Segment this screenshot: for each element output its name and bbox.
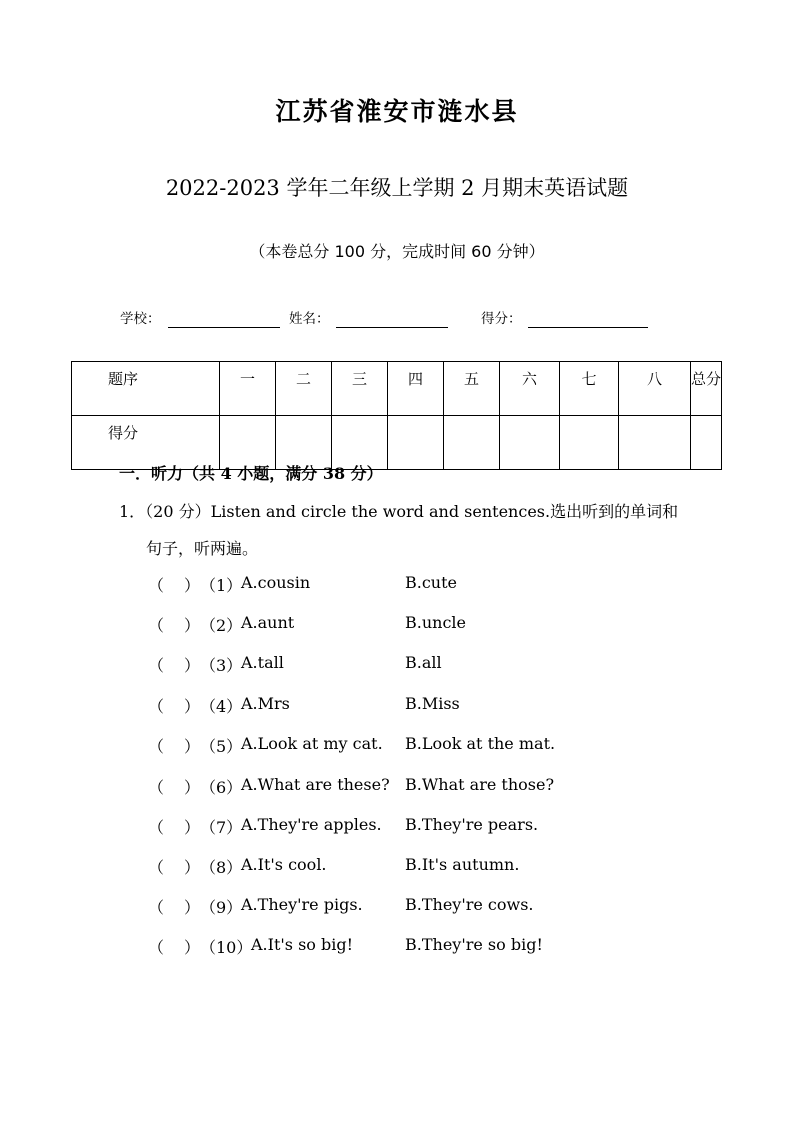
answer-paren-open[interactable]: （ — [148, 656, 165, 675]
answer-paren-open[interactable]: （ — [148, 818, 165, 837]
score-table-header-row — [72, 362, 722, 416]
score-table-header: 总分 — [691, 362, 722, 416]
item-number: （10） — [200, 938, 253, 957]
answer-paren-open[interactable]: （ — [148, 616, 165, 635]
score-label: 得分： — [481, 311, 522, 327]
score-cell[interactable] — [388, 416, 444, 470]
score-blank[interactable] — [528, 327, 648, 328]
score-table-header: 七 — [560, 362, 619, 416]
question-prompt-continued: 句子，听两遍。 — [146, 539, 259, 558]
item-number: （9） — [200, 898, 243, 917]
question-item — [0, 734, 794, 764]
score-cell[interactable] — [444, 416, 500, 470]
answer-paren-open[interactable]: （ — [148, 576, 165, 595]
score-table — [71, 361, 722, 470]
answer-paren-open[interactable]: （ — [148, 898, 165, 917]
item-number: （8） — [200, 858, 243, 877]
option-b: B.What are those? — [405, 775, 555, 794]
option-b: B.cute — [405, 573, 458, 592]
item-number: （3） — [200, 656, 243, 675]
option-a: A.aunt — [241, 613, 295, 632]
question-item — [0, 613, 794, 643]
score-table-header: 五 — [444, 362, 500, 416]
school-label: 学校： — [120, 311, 161, 327]
score-cell[interactable] — [619, 416, 691, 470]
answer-paren-open[interactable]: （ — [148, 938, 165, 957]
answer-paren-close: ） — [184, 898, 201, 917]
score-table-header: 二 — [276, 362, 332, 416]
answer-paren-close: ） — [184, 697, 201, 716]
answer-paren-close: ） — [184, 656, 201, 675]
answer-paren-open[interactable]: （ — [148, 858, 165, 877]
answer-paren-close: ） — [184, 858, 201, 877]
option-a: A.They're apples. — [241, 815, 382, 834]
answer-paren-close: ） — [184, 737, 201, 756]
item-number: （2） — [200, 616, 243, 635]
page-title: 江苏省淮安市涟水县 — [275, 97, 519, 126]
question-item — [0, 694, 794, 724]
item-number: （1） — [200, 576, 243, 595]
answer-paren-open[interactable]: （ — [148, 778, 165, 797]
option-b: B.It's autumn. — [405, 855, 520, 874]
item-number: （6） — [200, 778, 243, 797]
school-blank[interactable] — [168, 327, 280, 328]
question-items — [0, 573, 794, 973]
score-row-label: 得分 — [72, 416, 220, 470]
score-table-header: 一 — [220, 362, 276, 416]
question-prompt: 1．（20 分）Listen and circle the word and sentences.选出听到的单词和 — [119, 502, 679, 521]
option-a: A.Look at my cat. — [241, 734, 383, 753]
option-b: B.They're pears. — [405, 815, 539, 834]
section-title: 一．听力（共 4 小题，满分 38 分） — [119, 464, 383, 483]
answer-paren-open[interactable]: （ — [148, 697, 165, 716]
question-item — [0, 855, 794, 885]
question-item — [0, 815, 794, 845]
score-cell[interactable] — [560, 416, 619, 470]
score-table-header: 六 — [500, 362, 560, 416]
score-table-header: 八 — [619, 362, 691, 416]
answer-paren-close: ） — [184, 818, 201, 837]
name-blank[interactable] — [336, 327, 448, 328]
option-a: A.Mrs — [241, 694, 290, 713]
question-item — [0, 895, 794, 925]
option-a: A.tall — [241, 653, 284, 672]
score-table-header: 题序 — [72, 362, 220, 416]
option-b: B.Miss — [405, 694, 460, 713]
option-a: A.It's cool. — [241, 855, 327, 874]
answer-paren-open[interactable]: （ — [148, 737, 165, 756]
name-label: 姓名： — [289, 311, 330, 327]
option-b: B.They're so big! — [405, 935, 543, 954]
option-b: B.all — [405, 653, 442, 672]
question-item — [0, 935, 794, 965]
exam-note: （本卷总分 100 分，完成时间 60 分钟） — [249, 242, 545, 261]
score-table-header: 四 — [388, 362, 444, 416]
question-item — [0, 775, 794, 805]
option-a: A.It's so big! — [251, 935, 354, 954]
score-table-header: 三 — [332, 362, 388, 416]
answer-paren-close: ） — [184, 616, 201, 635]
answer-paren-close: ） — [184, 778, 201, 797]
item-number: （7） — [200, 818, 243, 837]
option-a: A.cousin — [241, 573, 311, 592]
score-cell[interactable] — [691, 416, 722, 470]
question-item — [0, 573, 794, 603]
answer-paren-close: ） — [184, 576, 201, 595]
option-a: A.They're pigs. — [241, 895, 363, 914]
option-b: B.Look at the mat. — [405, 734, 556, 753]
item-number: （5） — [200, 737, 243, 756]
exam-subtitle: 2022-2023 学年二年级上学期 2 月期末英语试题 — [165, 176, 629, 200]
option-b: B.uncle — [405, 613, 466, 632]
answer-paren-close: ） — [184, 938, 201, 957]
score-cell[interactable] — [500, 416, 560, 470]
question-item — [0, 653, 794, 683]
item-number: （4） — [200, 697, 243, 716]
option-a: A.What are these? — [241, 775, 390, 794]
option-b: B.They're cows. — [405, 895, 534, 914]
